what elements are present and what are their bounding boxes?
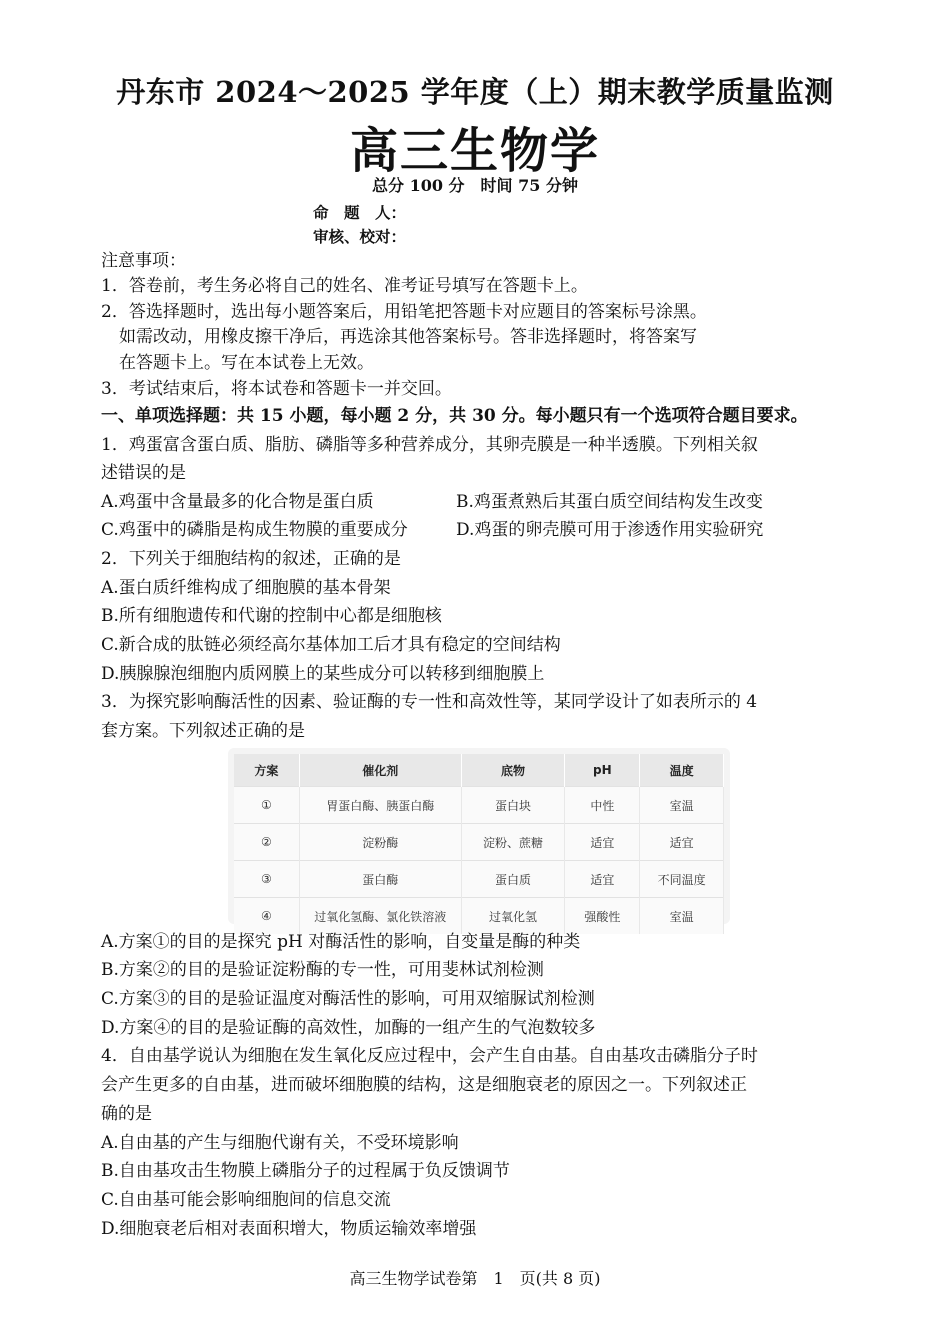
table-cell: ③ (234, 861, 299, 898)
subject-title: 高三生物学 (349, 123, 600, 179)
table-cell: 蛋白块 (461, 787, 565, 824)
table-cell: 不同温度 (640, 861, 724, 898)
table-cell: 胃蛋白酶、胰蛋白酶 (299, 787, 461, 824)
option-a: A.方案①的目的是探究 pH 对酶活性的影响，自变量是酶的种类 (101, 932, 581, 952)
table-cell: 室温 (640, 898, 724, 935)
option-d: D.胰腺腺泡细胞内质网膜上的某些成分可以转移到细胞膜上 (101, 664, 545, 684)
option-d: D.方案④的目的是验证酶的高效性，加酶的一组产生的气泡数较多 (101, 1018, 596, 1038)
notice-heading: 注意事项： (101, 251, 186, 271)
table-cell: 过氧化氢酶、氯化铁溶液 (299, 898, 461, 935)
table-row (234, 861, 724, 898)
table-cell: 中性 (565, 787, 640, 824)
table-cell: 室温 (640, 787, 724, 824)
table-cell: ② (234, 824, 299, 861)
author-label: 命 题 人： (313, 203, 407, 222)
notice-item: 1．答卷前，考生务必将自己的姓名、准考证号填写在答题卡上。 (101, 276, 588, 296)
option-b: B.鸡蛋煮熟后其蛋白质空间结构发生改变 (456, 492, 763, 512)
option-a: A.蛋白质纤维构成了细胞膜的基本骨架 (101, 578, 391, 598)
table-header: 底物 (461, 754, 565, 787)
question-stem: 3．为探究影响酶活性的因素、验证酶的专一性和高效性等，某同学设计了如表所示的 4 (101, 692, 758, 712)
exam-title: 丹东市 2024～2025 学年度（上）期末教学质量监测 (116, 75, 834, 109)
table-cell: 淀粉、蔗糖 (461, 824, 565, 861)
question-stem: 述错误的是 (101, 463, 186, 483)
table-header: 温度 (640, 754, 724, 787)
option-b: B.自由基攻击生物膜上磷脂分子的过程属于负反馈调节 (101, 1161, 510, 1181)
table-cell: 强酸性 (565, 898, 640, 935)
table-row (234, 824, 724, 861)
option-d: D.鸡蛋的卵壳膜可用于渗透作用实验研究 (456, 520, 764, 540)
table-header: 催化剂 (299, 754, 461, 787)
notice-item: 3．考试结束后，将本试卷和答题卡一并交回。 (101, 379, 452, 399)
question-stem: 确的是 (101, 1104, 152, 1124)
option-c: C.新合成的肽链必须经高尔基体加工后才具有稳定的空间结构 (101, 635, 561, 655)
notice-item: 如需改动，用橡皮擦干净后，再选涂其他答案标号。答非选择题时，将答案写 (119, 327, 697, 347)
option-a: A.鸡蛋中含量最多的化合物是蛋白质 (101, 492, 374, 512)
table-cell: 蛋白质 (461, 861, 565, 898)
table-cell: 淀粉酶 (299, 824, 461, 861)
table-header: 方案 (234, 754, 299, 787)
reviewer-label: 审核、校对： (313, 227, 407, 246)
option-c: C.鸡蛋中的磷脂是构成生物膜的重要成分 (101, 520, 408, 540)
question-stem: 1．鸡蛋富含蛋白质、脂肪、磷脂等多种营养成分，其卵壳膜是一种半透膜。下列相关叙 (101, 435, 758, 455)
page-footer: 高三生物学试卷第 1 页(共 8 页) (349, 1269, 601, 1288)
table-header-row (234, 754, 724, 787)
option-d: D.细胞衰老后相对表面积增大，物质运输效率增强 (101, 1219, 477, 1239)
table-header: pH (565, 754, 640, 787)
question-stem: 4．自由基学说认为细胞在发生氧化反应过程中，会产生自由基。自由基攻击磷脂分子时 (101, 1046, 758, 1066)
section-heading: 一、单项选择题：共 15 小题，每小题 2 分，共 30 分。每小题只有一个选项符合题目要求。 (101, 406, 808, 426)
table-cell: 蛋白酶 (299, 861, 461, 898)
table-row (234, 787, 724, 824)
table-row (234, 898, 724, 935)
question-stem: 2．下列关于细胞结构的叙述，正确的是 (101, 549, 401, 569)
table-cell: 过氧化氢 (461, 898, 565, 935)
notice-item: 2．答选择题时，选出每小题答案后，用铅笔把答题卡对应题目的答案标号涂黑。 (101, 302, 707, 322)
option-b: B.所有细胞遗传和代谢的控制中心都是细胞核 (101, 606, 442, 626)
notice-item: 在答题卡上。写在本试卷上无效。 (119, 353, 374, 373)
option-c: C.方案③的目的是验证温度对酶活性的影响，可用双缩脲试剂检测 (101, 989, 595, 1009)
question-stem: 套方案。下列叙述正确的是 (101, 721, 305, 741)
option-a: A.自由基的产生与细胞代谢有关，不受环境影响 (101, 1133, 459, 1153)
scheme-table (234, 754, 724, 934)
question-stem: 会产生更多的自由基，进而破坏细胞膜的结构，这是细胞衰老的原因之一。下列叙述正 (101, 1075, 747, 1095)
table-cell: 适宜 (565, 824, 640, 861)
table-cell: 适宜 (640, 824, 724, 861)
table-cell: 适宜 (565, 861, 640, 898)
table-cell: ① (234, 787, 299, 824)
score-time: 总分 100 分 时间 75 分钟 (372, 176, 578, 195)
scheme-table-image (228, 748, 730, 924)
option-b: B.方案②的目的是验证淀粉酶的专一性，可用斐林试剂检测 (101, 960, 544, 980)
option-c: C.自由基可能会影响细胞间的信息交流 (101, 1190, 391, 1210)
table-cell: ④ (234, 898, 299, 935)
